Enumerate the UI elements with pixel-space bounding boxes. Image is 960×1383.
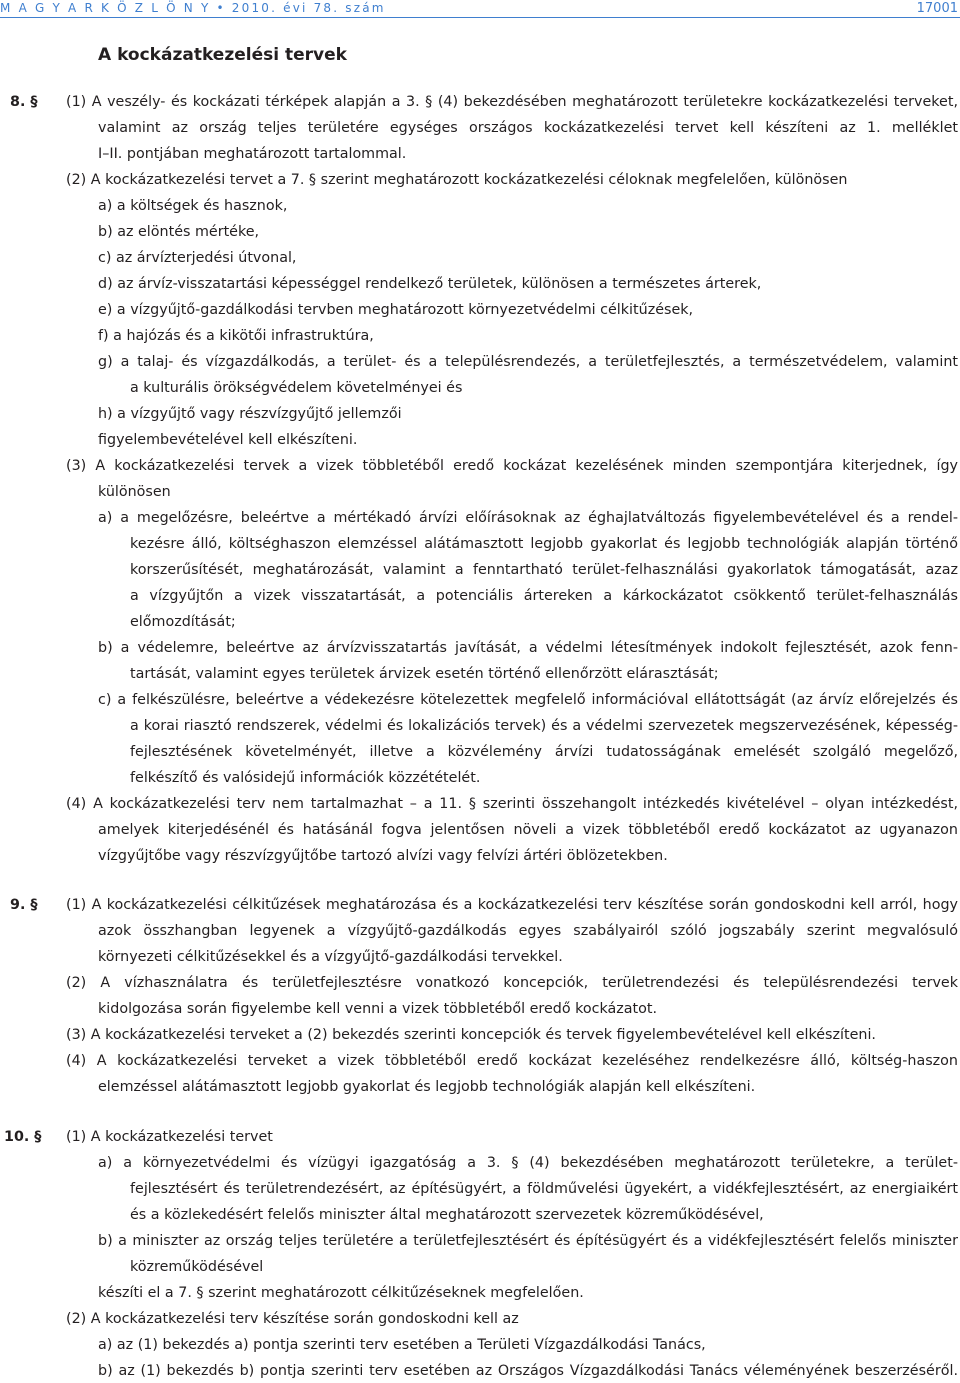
text-line: (2) A kockázatkezelési terv készítése során gondoskodni kell az — [66, 1311, 519, 1327]
section-number-10: 10. § — [4, 1129, 42, 1145]
text-line: b) a védelemre, beleértve az árvízvisszatartás javítását, a védelmi létesítmények indokolt fejlesztését, azok fenn- — [98, 640, 958, 656]
text-line: f) a hajózás és a kikötői infrastruktúra, — [98, 328, 374, 344]
text-line: b) a miniszter az ország teljes területére a területfejlesztésért és építésügyért és a vidékfejlesztésért felelős miniszter — [98, 1233, 958, 1249]
section-number-8: 8. § — [10, 94, 38, 110]
text-line: elemzéssel alátámasztott legjobb gyakorlat és legjobb technológiák alapján kell elkészíteni. — [98, 1079, 756, 1095]
text-line: b) az (1) bekezdés b) pontja szerinti terv esetében az Országos Vízgazdálkodási Tanács véleményének beszerzéséről. — [98, 1363, 958, 1379]
text-line: I–II. pontjában meghatározott tartalommal. — [98, 146, 407, 162]
text-line: készíti el a 7. § szerint meghatározott célkitűzéseknek megfelelően. — [98, 1285, 584, 1301]
text-line: (2) A kockázatkezelési tervet a 7. § szerint meghatározott kockázatkezelési céloknak megfelelően, különösen — [66, 172, 848, 188]
text-line: a) a megelőzésre, beleértve a mértékadó árvízi előírásoknak az éghajlatváltozás figyelembevételével és a rendel- — [98, 510, 958, 526]
text-line: a) a költségek és hasznok, — [98, 198, 288, 214]
section-title: A kockázatkezelési tervek — [98, 45, 347, 65]
text-line: b) az elöntés mértéke, — [98, 224, 260, 240]
text-line: felkészítő és valósidejű információk közzétételét. — [130, 770, 481, 786]
text-line: e) a vízgyűjtő-gazdálkodási tervben meghatározott környezetvédelmi célkitűzések, — [98, 302, 694, 318]
text-line: tartását, valamint egyes területek árvizek esetén történő ellenőrzött elárasztását; — [130, 666, 719, 682]
text-line: amelyek kiterjedésénél és hatásánál fogva jelentősen növeli a vizek többletéből eredő kockázatot az ugyanazon — [98, 822, 958, 838]
text-line: (1) A veszély- és kockázati térképek alapján a 3. § (4) bekezdésében meghatározott területekre kockázatkezelési terveket, — [66, 94, 958, 110]
text-line: (3) A kockázatkezelési tervek a vizek többletéből eredő kockázat kezelésének minden szempontjára kiterjednek, így — [66, 458, 958, 474]
text-line: (1) A kockázatkezelési tervet — [66, 1129, 273, 1145]
text-line: valamint az ország teljes területére egységes országos kockázatkezelési tervet kell készíteni az 1. melléklet — [98, 120, 958, 136]
text-line: g) a talaj- és vízgazdálkodás, a terület- és a településrendezés, a területfejlesztés, a természetvédelem, valamint — [98, 354, 958, 370]
text-line: c) az árvízterjedési útvonal, — [98, 250, 297, 266]
text-line: h) a vízgyűjtő vagy részvízgyűjtő jellemzői — [98, 406, 402, 422]
text-line: a kulturális örökségvédelem követelményei és — [130, 380, 463, 396]
text-line: kidolgozása során figyelembe kell venni a vizek többletéből eredő kockázatot. — [98, 1001, 658, 1017]
text-line: vízgyűjtőbe vagy részvízgyűjtőbe tartozó alvízi vagy felvízi ártéri öblözetekben. — [98, 848, 668, 864]
text-line: (4) A kockázatkezelési terv nem tartalmazhat – a 11. § szerinti összehangolt intézkedés kivételével – olyan intézkedést, — [66, 796, 958, 812]
text-line: d) az árvíz-visszatartási képességgel rendelkező területek, különösen a természetes árterek, — [98, 276, 762, 292]
text-line: figyelembevételével kell elkészíteni. — [98, 432, 358, 448]
text-line: (1) A kockázatkezelési célkitűzések meghatározása és a kockázatkezelési terv készítése során gondoskodni kell arról, hogy — [66, 897, 958, 913]
text-line: a vízgyűjtőn a vizek visszatartását, a potenciális ártereken a kárkockázatot csökkentő terület-felhasználás — [130, 588, 958, 604]
text-line: (4) A kockázatkezelési terveket a vizek többletéből eredő kockázat kezeléséhez rendelkezésre álló, költség-haszon — [66, 1053, 958, 1069]
text-line: fejlesztésének követelményét, illetve a közvélemény árvízi tudatosságának emelését szolgáló megelőző, — [130, 744, 958, 760]
section-number-9: 9. § — [10, 897, 38, 913]
text-line: (3) A kockázatkezelési terveket a (2) bekezdés szerinti koncepciók és tervek figyelembevételével kell elkészíteni. — [66, 1027, 876, 1043]
text-line: (2) A vízhasználatra és területfejlesztésre vonatkozó koncepciók, területrendezési és településrendezési tervek — [66, 975, 958, 991]
page-header — [0, 0, 960, 16]
text-line: kezésre álló, költséghaszon elemzéssel alátámasztott legjobb gyakorlat és legjobb technológiák alapján történő — [130, 536, 958, 552]
text-line: előmozdítását; — [130, 614, 236, 630]
header-rule — [0, 17, 960, 18]
text-line: környezeti célkitűzésekkel és a vízgyűjtő-gazdálkodási tervekkel. — [98, 949, 563, 965]
text-line: a) a környezetvédelmi és vízügyi igazgatóság a 3. § (4) bekezdésében meghatározott területekre, a terület- — [98, 1155, 958, 1171]
text-line: különösen — [98, 484, 171, 500]
text-line: és a közlekedésért felelős miniszter által meghatározott szervezetek közreműködésével, — [130, 1207, 764, 1223]
text-line: azok összhangban legyenek a vízgyűjtő-gazdálkodás egyes szabályairól szóló jogszabály szerint megvalósuló — [98, 923, 958, 939]
text-line: a korai riasztó rendszerek, védelmi és lokalizációs tervek) és a védelmi szervezetek megszervezésének, képesség- — [130, 718, 958, 734]
text-line: a) az (1) bekezdés a) pontja szerinti terv esetében a Területi Vízgazdálkodási Tanács, — [98, 1337, 706, 1353]
text-line: fejlesztésért és területrendezésért, az építésügyért, a földművelési ügyekért, a vidékfejlesztésért, az energiaikért — [130, 1181, 958, 1197]
journal-title: M A G Y A R K Ö Z L Ö N Y • 2010. évi 78. szám — [0, 1, 386, 15]
text-line: c) a felkészülésre, beleértve a védekezésre kötelezettek megfelelő információval ellátottságát (az árvíz előrejelzés és — [98, 692, 958, 708]
text-line: közreműködésével — [130, 1259, 264, 1275]
page-number: 17001 — [916, 1, 958, 16]
text-line: korszerűsítését, meghatározását, valamint a fenntartható terület-felhasználási gyakorlatok támogatását, azaz — [130, 562, 958, 578]
